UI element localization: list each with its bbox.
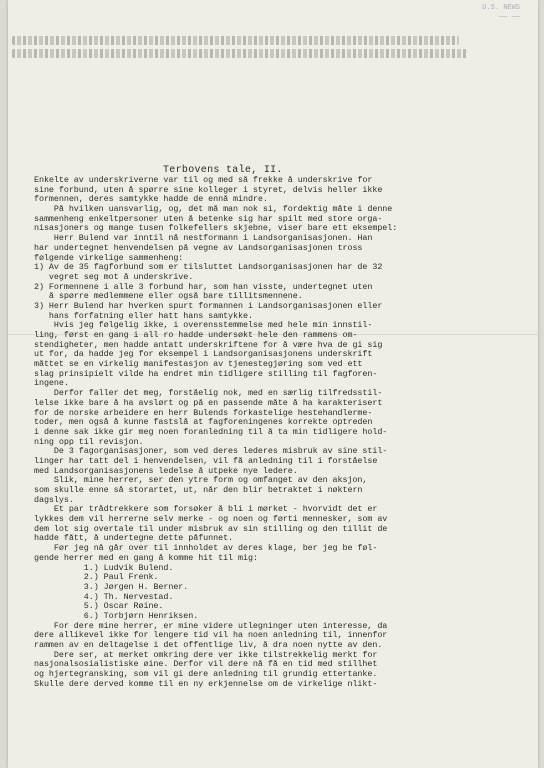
- text-line: som skulle enne så storartet, ut, når den blir betraktet i nøktern: [34, 486, 363, 495]
- text-line: På hvilken uansvarlig, og, det må man nok si, fordektig måte i denne: [34, 205, 393, 215]
- text-line: hadde fått, å undertegne dette påfunnet.: [34, 534, 234, 544]
- text-line: rammen av en deltagelse i det offentlige liv, å dra noen nytte av den.: [34, 641, 383, 650]
- text-line: Før jeg nå går over til innholdet av deres klage, ber jeg be føl-: [34, 544, 378, 554]
- text-line: 3.) Jørgen H. Berner.: [34, 582, 189, 592]
- text-line: 5.) Oscar Røine.: [34, 602, 164, 612]
- text-line: ingene.: [34, 379, 69, 389]
- text-line: ut for, da hadde jeg for eksempel i Landsorganisasjonens underskrift: [34, 350, 373, 360]
- text-line: lykkes dem vil herrerne selv merke - og noen og førti mennesker, som av: [34, 515, 388, 525]
- text-line: 6.) Torbjørn Henriksen.: [34, 611, 199, 621]
- stamp-line: —— ——: [498, 13, 520, 21]
- text-line: har undertegnet henvendelsen på vegne av Landsorganisasjonen tross: [34, 243, 363, 253]
- text-line: formennen, deres samtykke hadde de ennå mindre.: [34, 195, 268, 205]
- text-line: stendigheter, men hadde antatt underskriftene for å være hva de gi sig: [34, 340, 383, 350]
- text-line: dagslys.: [34, 495, 74, 505]
- bleed-through-smudge: [12, 36, 468, 68]
- text-line: følgende virkelige sammenheng:: [34, 253, 184, 263]
- text-line: måttet se en virkelig manifestasjon av tjenestegjøring som ved ett: [34, 360, 363, 370]
- text-line: å spørre medlemmene eller også bare tillitsmennene.: [34, 292, 303, 302]
- text-line: dem lot sig overtale til under misbruk av sin stilling og den tillit de: [34, 524, 388, 534]
- text-line: 1) Av de 35 fagforbund som er tilsluttet Landsorganisasjonen har de 32: [34, 263, 383, 273]
- text-line: og hjertegransking, som vil gi dere anledning til grundig ettertanke.: [34, 670, 378, 680]
- text-line: Herr Bulend var inntil nå nestformann i Landsorganisasjonen. Han: [34, 234, 373, 244]
- speech-body: [34, 176, 532, 689]
- text-line: For dere mine herrer, er mine videre utlegninger uten interesse, da: [34, 621, 388, 631]
- text-line: hans forfatning eller hatt hans samtykke.: [34, 311, 253, 321]
- text-line: med Landsorganisasjonens ledelse å utpeke nye ledere.: [34, 466, 298, 476]
- stamp-line: U.S. NEWS: [482, 4, 520, 12]
- text-line: 2.) Paul Frenk.: [34, 573, 159, 583]
- text-line: slag prinsipielt vilde ha endret min tidligere stilling til fagforen-: [34, 369, 378, 379]
- text-line: dere allikevel ikke for lengere tid vil ha noen anledning til, innenfor: [34, 631, 388, 641]
- text-line: 4.) Th. Nervestad.: [34, 592, 174, 602]
- text-line: sammenheng enkeltpersoner uten å betenke sig har spilt med store orga-: [34, 214, 383, 224]
- text-line: Slik, mine herrer, ser den ytre form og omfanget av den aksjon,: [34, 476, 368, 486]
- document-page: [8, 0, 538, 768]
- text-line: Skulle dere derved komme til en ny erkjennelse om de virkelige nlikt-: [34, 679, 378, 689]
- text-line: toder, men også å kunne fastslå at fagforeningenes korrekte optreden: [34, 418, 373, 428]
- text-line: ning opp til revisjon.: [34, 437, 144, 447]
- text-line: 1.) Ludvik Bulend.: [34, 563, 174, 573]
- text-line: gende herrer med en gang å komme hit til mig:: [34, 553, 258, 563]
- text-line: nisasjoners og mange tusen folkefellers skjebne, viser bare ett eksempel:: [34, 224, 398, 234]
- text-line: 2) Formennene i alle 3 forbund har, som han visste, undertegnet uten: [34, 282, 373, 292]
- text-line: lelse ikke bare å ha avslørt og på en passende måte å ha karakterisert: [34, 398, 383, 408]
- text-line: 3) Herr Bulend har hverken spurt formannen i Landsorganisasjonen eller: [34, 301, 383, 311]
- text-line: Derfor faller det meg, forståelig nok, med en særlig tilfredsstil-: [34, 389, 383, 399]
- text-line: ling, først en gang i all ro hadde undersøkt hele den rammens om-: [34, 331, 358, 340]
- speech-title: Terbovens tale, II.: [163, 165, 283, 176]
- text-line: De 3 fagorganisasjoner, som ved deres lederes misbruk av sine stil-: [34, 447, 388, 457]
- text-line: for de norske arbeidere en herr Bulends forkastelige hestehandlerme-: [34, 408, 373, 418]
- text-line: Dere ser, at merket omkring dere ver ikke tilstrekkelig merkt for: [34, 650, 378, 660]
- text-line: i denne sak ikke gir meg noen foranledning til å ta min tidligere hold-: [34, 427, 388, 437]
- text-line: Hvis jeg følgelig ikke, i overensstemmelse med hele min innstil-: [34, 321, 373, 331]
- text-line: sine forbund, uten å spørre sine kolleger i styret, delvis heller ikke: [34, 185, 383, 195]
- text-line: vegret seg mot å underskrive.: [34, 272, 194, 282]
- text-line: nasjonalsosialistiske øine. Derfor vil dere nå få en tid med stillhet: [34, 660, 378, 670]
- text-line: Et par trådtrekkere som forsøker å bli i mørket - hvorvidt det er: [34, 505, 378, 515]
- archive-stamp: [482, 4, 520, 22]
- text-line: linger har tatt del i henvendelsen, vil få anledning til i forståelse: [34, 456, 378, 466]
- text-line: Enkelte av underskriverne var til og med så frekke å underskrive for: [34, 176, 373, 185]
